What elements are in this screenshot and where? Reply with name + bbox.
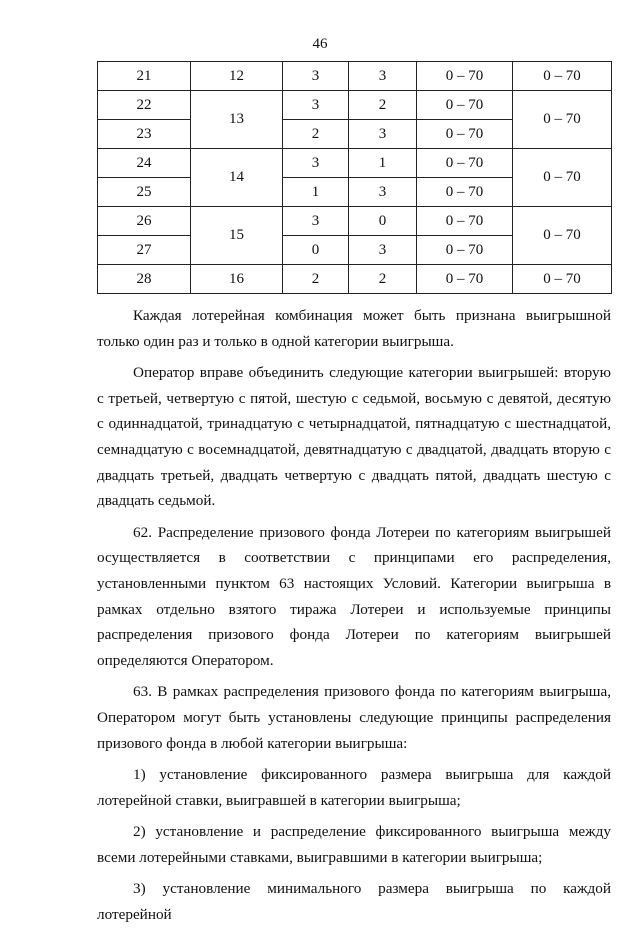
paragraph: 1) установление фиксированного размера выигрыша для каждой лотерейной ставки, выигравшей в категории выигрыша; [97,766,611,809]
table-cell: 0 – 70 [513,207,612,265]
table-cell: 1 [283,178,349,207]
table-cell: 1 [349,149,417,178]
body-text [97,303,611,928]
table-cell: 12 [191,62,283,91]
page-number: 46 [312,36,328,52]
table-cell: 25 [98,178,191,207]
paragraph: Каждая лотерейная комбинация может быть признана выигрышной только один раз и только в одной категории выигрыша. [97,307,611,350]
table-cell: 3 [283,62,349,91]
table-row [98,62,612,91]
paragraph: 3) установление минимального размера выигрыша по каждой лотерейной [97,880,611,924]
table-row [98,91,612,120]
table-cell: 0 – 70 [513,91,612,149]
table-row [98,149,612,178]
table-cell: 2 [283,120,349,149]
table-cell: 0 – 70 [417,265,513,294]
table-cell: 21 [98,62,191,91]
table-cell: 2 [349,265,417,294]
table-cell: 24 [98,149,191,178]
table-cell: 15 [191,207,283,265]
table-cell: 16 [191,265,283,294]
table-cell: 3 [349,236,417,265]
table-cell: 0 – 70 [513,149,612,207]
table-cell: 2 [349,91,417,120]
table-cell: 3 [349,62,417,91]
table-cell: 3 [349,120,417,149]
table-cell: 0 – 70 [513,62,612,91]
table-cell: 0 – 70 [417,178,513,207]
table-cell: 0 – 70 [417,207,513,236]
table-cell: 3 [283,149,349,178]
table-cell: 0 – 70 [417,120,513,149]
table-cell: 26 [98,207,191,236]
paragraph: Оператор вправе объединить следующие категории выигрышей: вторую с третьей, четвертую с пятой, шестую с седьмой, восьмую с девятой, десятую с одиннадцатой, тринадцатую с четырнадцатой, пятнадцатую с шестнадцатой, семнадцатую с восемнадцатой, девятнадцатую с двадцатой, двадцать вторую с двадцать третьей, двадцать четвертую с двадцать пятой, двадцать шестую с двадцать седьмой. [97,364,611,510]
table-cell: 0 – 70 [417,62,513,91]
table-cell: 28 [98,265,191,294]
paragraph: 62. Распределение призового фонда Лотереи по категориям выигрышей осуществляется в соответствии с принципами его распределения, установленными пунктом 63 настоящих Условий. Категории выигрыша в рамках отдельно взятого тиража Лотереи и используемые принципы распределения призового фонда Лотереи по категориям выигрышей определяются Оператором. [97,523,611,669]
prize-category-table [97,61,612,294]
table-cell: 13 [191,91,283,149]
table-cell: 0 – 70 [513,265,612,294]
table-cell: 22 [98,91,191,120]
table-cell: 3 [283,207,349,236]
table-cell: 0 – 70 [417,91,513,120]
paragraph: 63. В рамках распределения призового фонда по категориям выигрыша, Оператором могут быть установлены следующие принципы распределения призового фонда в любой категории выигрыша: [97,683,611,752]
table-cell: 3 [283,91,349,120]
table-cell: 27 [98,236,191,265]
table-cell: 0 – 70 [417,149,513,178]
paragraph: 2) установление и распределение фиксированного выигрыша между всеми лотерейными ставками, выигравшими в категории выигрыша; [97,823,611,866]
table-cell: 0 – 70 [417,236,513,265]
table-row [98,207,612,236]
table-cell: 14 [191,149,283,207]
table-cell: 3 [349,178,417,207]
table-cell: 23 [98,120,191,149]
table-cell: 0 [283,236,349,265]
table-cell: 2 [283,265,349,294]
table-cell: 0 [349,207,417,236]
table-row [98,265,612,294]
